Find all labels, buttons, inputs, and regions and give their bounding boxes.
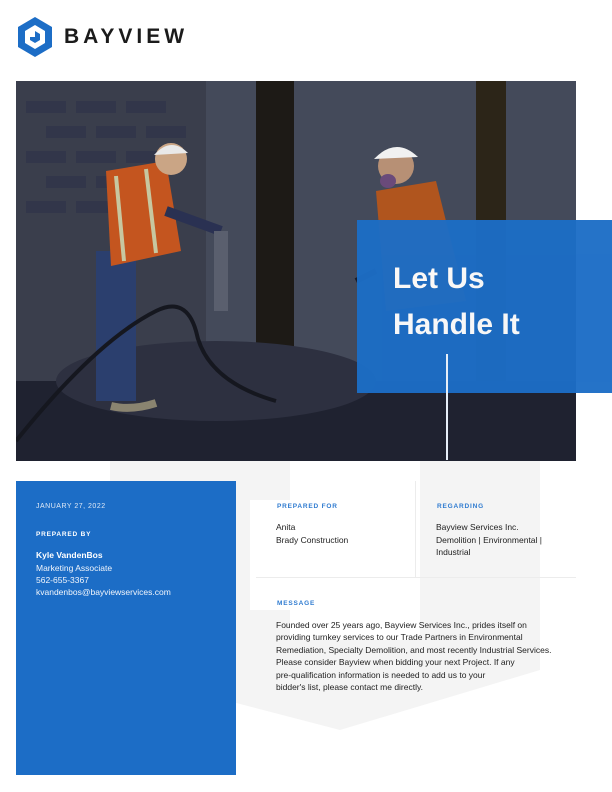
regarding-label: REGARDING — [437, 503, 484, 510]
preparer-title: Marketing Associate — [36, 563, 113, 573]
headline-vertical-rule — [446, 354, 448, 460]
prepared-for-label: PREPARED FOR — [277, 503, 338, 510]
message-body — [276, 619, 566, 693]
prepared-for-block — [276, 521, 348, 546]
message-line: bidder's list, please contact me directly. — [276, 682, 423, 693]
message-label: MESSAGE — [277, 600, 316, 607]
regarding-services: Demolition | Environmental | — [436, 534, 542, 545]
prepared-by-label: PREPARED BY — [36, 531, 92, 538]
column-divider — [415, 481, 416, 577]
preparer-phone[interactable]: 562-655-3367 — [36, 575, 89, 585]
regarding-company: Bayview Services Inc. — [436, 522, 519, 532]
message-line: pre-qualification information is needed to add us to your — [276, 669, 486, 680]
headline-line-1: Let Us — [393, 262, 485, 295]
brand-name: BAYVIEW — [64, 25, 189, 48]
document-date: JANUARY 27, 2022 — [36, 503, 106, 510]
headline-line-2: Handle It — [393, 308, 520, 341]
headline-panel — [357, 220, 612, 393]
message-line: Founded over 25 years ago, Bayview Services Inc., prides itself on — [276, 620, 527, 630]
preparer-email[interactable]: kvandenbos@bayviewservices.com — [36, 587, 171, 597]
prepared-for-contact: Anita — [276, 522, 296, 532]
preparer-name: Kyle VandenBos — [36, 550, 103, 560]
brand-header[interactable] — [16, 16, 188, 58]
row-divider — [256, 577, 576, 578]
prepared-by-panel — [16, 481, 236, 775]
bayview-logo-icon — [16, 16, 54, 58]
message-line: providing turnkey services to our Trade Partners in Environmental — [276, 632, 523, 643]
prepared-for-company: Brady Construction — [276, 534, 349, 545]
regarding-services-cont: Industrial — [436, 547, 471, 557]
headline — [393, 256, 603, 348]
message-line: Please consider Bayview when bidding your next Project. If any — [276, 657, 515, 668]
regarding-block — [436, 521, 542, 559]
message-line: Remediation, Specialty Demolition, and most recently Industrial Services. — [276, 644, 552, 655]
